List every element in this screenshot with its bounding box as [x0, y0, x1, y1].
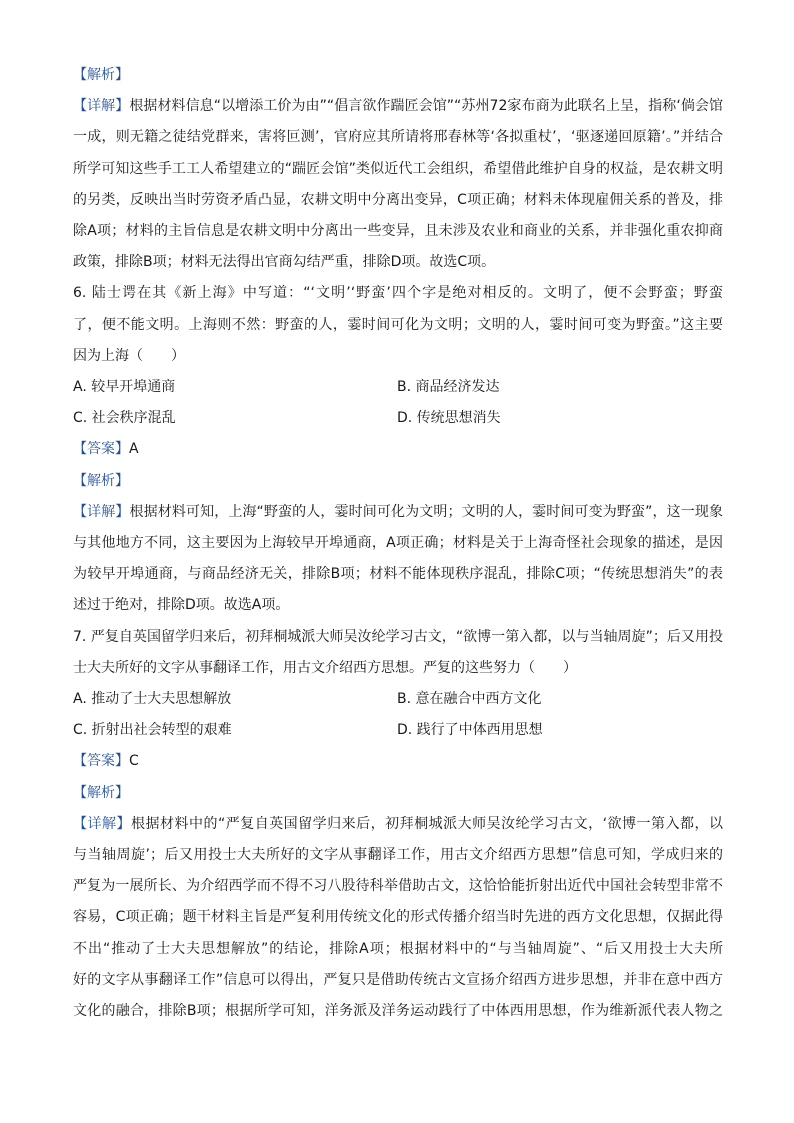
q6-option-c: C. 社会秩序混乱 [73, 410, 176, 427]
q7-detail-tag: 【详解】 [73, 815, 131, 832]
question-6-stem [73, 278, 723, 372]
q6-answer [73, 434, 723, 465]
q6-answer-section [73, 434, 723, 621]
q7-options-row-2 [73, 715, 723, 746]
q7-stem-line: 士大夫所好的文字从事翻译工作，用古文介绍西方思想。严复的这些努力（ ） [73, 659, 577, 676]
q6-detail-tag: 【详解】 [73, 503, 130, 520]
q6-answer-tag: 【答案】 [73, 441, 129, 458]
q6-stem-line: 因为上海（ ） [73, 347, 185, 364]
q7-detail-line: 与当轴周旋’；后又用投士大夫所好的文字从事翻译工作，用古文介绍西方思想”信息可知，学成归来的 [73, 846, 723, 863]
q7-answer-tag: 【答案】 [73, 753, 129, 770]
prev-detail-line: 政策，排除B项；材料无法得出官商勾结严重，排除D项。故选C项。 [73, 254, 496, 271]
q7-option-b: B. 意在融合中西方文化 [397, 691, 542, 707]
prev-detail-line: 一成，则无籍之徒结党群来，害将叵测’，官府应其所请将邢春林等‘各拟重杖’，‘驱逐递回原籍’。”并结合 [73, 129, 723, 146]
q7-option-d: D. 践行了中体西用思想 [397, 722, 543, 739]
q6-answer-value: A [129, 441, 139, 458]
q7-detail-line: 【详解】根据材料中的“严复自英国留学归来后，初拜桐城派大师吴汝纶学习古文，‘欲博一第入都，以 [73, 815, 723, 832]
q6-stem-line: 6. 陆士谔在其《新上海》中写道：“‘文明’‘野蛮’四个字是绝对相反的。文明了，便不会野蛮；野蛮 [73, 285, 723, 302]
q6-detail-line: 【详解】根据材料可知，上海“野蛮的人，霎时间可化为文明；文明的人，霎时间可变为野蛮”，这一现象 [73, 503, 723, 520]
prev-detail-line: 除A项；材料的主旨信息是农耕文明中分离出一些变异，且未涉及农业和商业的关系，并非强化重农抑商 [73, 222, 723, 239]
q7-option-c: C. 折射出社会转型的艰难 [73, 722, 232, 739]
prev-detail-line: 所学可知这些手工工人希望建立的“踹匠会馆”类似近代工会组织，希望借此维护自身的权益，是农耕文明 [73, 160, 723, 177]
q7-detail-line: 严复为一展所长、为介绍西学而不得不习八股待科举借助古文，这恰恰能折射出近代中国社会转型非常不 [73, 878, 723, 895]
q7-answer-section [73, 746, 723, 1027]
q6-option-d: D. 传统思想消失 [397, 410, 501, 427]
q6-options-row-2 [73, 403, 723, 434]
prev-detail-tag: 【详解】 [73, 98, 130, 115]
q6-option-a: A. 较早开埠通商 [73, 379, 176, 395]
question-7-stem [73, 622, 723, 684]
prev-detail-line: 【详解】根据材料信息“以增添工价为由”“倡言欲作踹匠会馆”“苏州72家布商为此联名上呈，指称‘倘会馆 [73, 98, 723, 115]
prev-analysis-section [73, 60, 723, 278]
q7-answer-value: C [129, 753, 139, 770]
prev-detail-line: 的另类，反映出当时劳资矛盾凸显，农耕文明中分离出变异，C项正确；材料未体现雇佣关系的普及，排 [73, 191, 723, 208]
q6-analysis-tag: 【解析】 [73, 472, 129, 489]
q7-detail-line: 文化的融合，排除B项；根据所学可知，洋务派及洋务运动践行了中体西用思想，作为维新派代表人物之 [73, 1002, 723, 1019]
q6-option-b: B. 商品经济发达 [397, 379, 500, 395]
q6-detail-line: 为较早开埠通商，与商品经济无关，排除B项；材料不能体现秩序混乱，排除C项；“传统思想消失”的表 [73, 566, 723, 583]
q7-stem-line: 7. 严复自英国留学归来后，初拜桐城派大师吴汝纶学习古文，“欲博一第入都，以与当轴周旋”；后又用投 [73, 628, 723, 645]
q7-options-row-1 [73, 684, 723, 715]
q7-option-a: A. 推动了士大夫思想解放 [73, 691, 232, 707]
q7-analysis-tag: 【解析】 [73, 784, 129, 801]
q6-options-row-1 [73, 372, 723, 403]
q7-answer [73, 746, 723, 777]
q7-detail-line: 好的文字从事翻译工作”信息可以得出，严复只是借助传统古文宣扬介绍西方进步思想，并非在意中西方 [73, 971, 723, 988]
prev-analysis-tag: 【解析】 [73, 67, 129, 83]
q7-detail-line: 不出“推动了士大夫思想解放”的结论，排除A项；根据材料中的“与当轴周旋”、“后又用投士大夫所 [73, 940, 723, 957]
q6-stem-line: 了，便不能文明。上海则不然：野蛮的人，霎时间可化为文明；文明的人，霎时间可变为野蛮。”这主要 [73, 316, 723, 333]
q6-detail-line: 述过于绝对，排除D项。故选A项。 [73, 597, 290, 614]
q6-detail-line: 与其他地方不同，这主要因为上海较早开埠通商，A项正确；材料是关于上海奇怪社会现象的描述，是因 [73, 534, 723, 551]
q7-detail-line: 容易，C项正确；题干材料主旨是严复利用传统文化的形式传播介绍当时先进的西方文化思想，仅据此得 [73, 909, 723, 926]
